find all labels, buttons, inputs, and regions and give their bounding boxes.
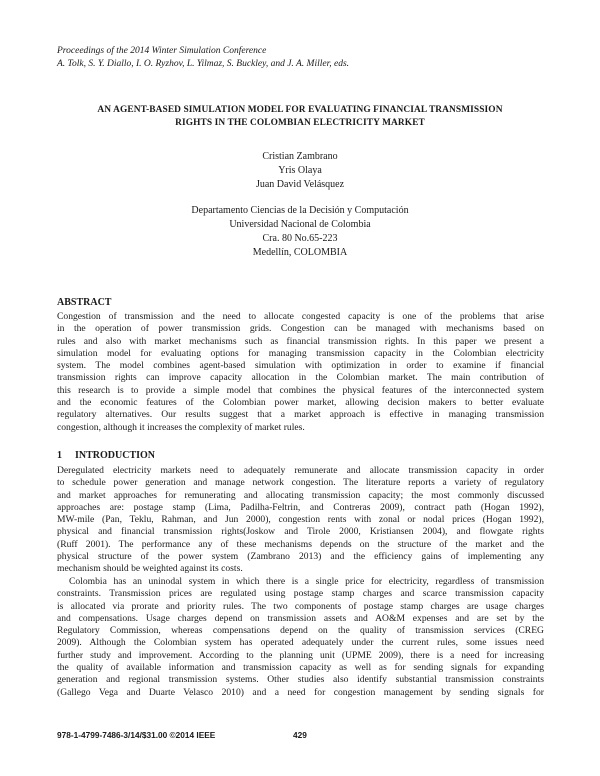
text-line: and compensations. Usage charges depend on transmission assets and AO&M expenses and are set by the [57,612,544,624]
text-line: (Gallego Vega and Duarte Velasco 2010) and a need for congestion management by sending signals for [57,686,544,698]
author-name: Cristian Zambrano [262,151,338,162]
text-line: is allocated via prorate and priority rules. The two components of postage stamp charges are usage charges [57,600,544,612]
title-line: AN AGENT-BASED SIMULATION MODEL FOR EVALUATING FINANCIAL TRANSMISSION [97,105,503,115]
author-name: Juan David Velásquez [255,179,345,190]
abstract-heading: ABSTRACT [57,297,112,308]
text-line: and market approaches for remunerating and allocating transmission capacity; the most commonly discussed [57,489,544,501]
proceedings-header [57,45,557,71]
text-line: this research is to provide a simple model that combines the physical features of the interconnected system [57,384,544,396]
text-line: 2009). Although the Colombian system has operated adequately under the current rules, some issues need [57,637,544,649]
text-line: the quality of available information and transmission capacity as well as for sending signals for expanding [57,662,544,674]
text-line: Deregulated electricity markets need to adequately remunerate and allocate transmission capacity in order [57,465,544,476]
text-line: system. The model combines agent-based simulation with optimization in order to examine if financial [57,360,544,372]
abstract-body [57,311,544,434]
section-title: INTRODUCTION [75,450,156,461]
isbn-copyright: 978-1-4799-7486-3/14/$31.00 ©2014 IEEE [57,730,216,740]
proceedings-title: Proceedings of the 2014 Winter Simulation Conference [57,46,267,56]
affiliation-line: Universidad Nacional de Colombia [229,219,371,230]
page-number: 429 [293,730,307,740]
text-line: physical and financial transmission rights(Joskow and Tirole 2000, Kristiansen 2004), and flowgate rights [57,526,544,538]
author-list [150,150,450,192]
text-line: to schedule power generation and manage network congestion. The literature reports a variety of regulatory [57,477,544,489]
text-line: regulatory alternatives. Our results suggest that a market approach is effective in managing transmission [57,409,544,421]
text-line: (Ruff 2001). The performance any of these mechanisms depends on the structure of the market and the [57,538,544,550]
text-line: MW-mile (Pan, Teklu, Rahman, and Jun 2000), congestion rents with zonal or nodal prices (Hogan 1992), [57,514,544,526]
text-line: further study and improvement. According to the planning unit (UPME 2009), there is a need for increasing [57,649,544,661]
paper-title [60,104,540,130]
author-name: Yris Olaya [278,165,322,176]
affiliation-line: Medellín, COLOMBIA [252,247,348,258]
text-line: constraints. Transmission prices are regulated using postage stamp charges and scarce transmission capacity [57,588,544,600]
text-line: in the operation of power transmission grids. Congestion can be managed with mechanisms based on [57,323,544,335]
page-footer [57,730,544,740]
text-line: congestion, although it increases the complexity of market rules. [57,421,305,433]
text-line: rules and also with market mechanisms such as financial transmission rights. In this paper we present a [57,335,544,347]
section-number: 1 [57,450,62,461]
text-line: Congestion of transmission and the need to allocate congested capacity is one of the problems that arise [57,311,544,322]
text-line: physical structure of the power system (Zambrano 2013) and the efficiency gains of implementing any [57,551,544,563]
text-line: mechanism should be weighted against its costs. [57,563,243,575]
text-line: and the economic features of the Colombian power market, allowing decision makers to better evaluate [57,397,544,409]
text-line: simulation model for evaluating options for managing transmission capacity in the Colombian electricity [57,347,544,359]
affiliation [120,204,480,260]
text-line: transmission rights can improve capacity allocation in the Colombian market. The main contribution of [57,372,544,384]
affiliation-line: Cra. 80 No.65-223 [262,233,338,244]
text-line: Regulatory Commission, whereas compensations depend on the quality of transmission services (CREG [57,625,544,637]
affiliation-line: Departamento Ciencias de la Decisión y Computación [191,205,409,216]
text-line: Colombia has an uninodal system in which there is a single price for electricity, regardless of transmission [69,576,544,587]
text-line: generation and regional transmission systems. Other studies also identify substantial transmission constraints [57,674,544,686]
introduction-paragraph-2 [57,576,544,699]
text-line: approaches are: postage stamp (Lima, Padilha-Feltrin, and Contreras 2009), contract path (Hogan 1992), [57,501,544,513]
introduction-paragraph-1 [57,465,544,576]
title-line: RIGHTS IN THE COLOMBIAN ELECTRICITY MARKET [175,118,425,128]
editors-line: A. Tolk, S. Y. Diallo, I. O. Ryzhov, L. Yilmaz, S. Buckley, and J. A. Miller, eds. [57,59,350,69]
section-heading-introduction [57,449,155,462]
